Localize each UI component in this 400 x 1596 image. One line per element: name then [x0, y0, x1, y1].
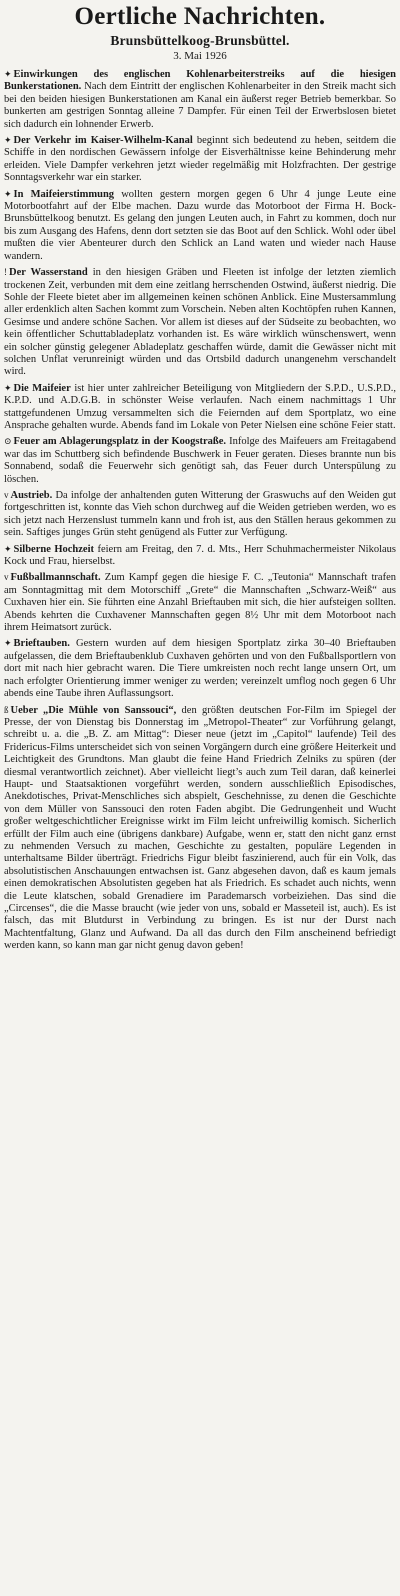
- article-marker-icon: ß: [4, 704, 9, 715]
- article-kanalverkehr: [4, 134, 396, 185]
- article-marker-icon: ✦: [4, 135, 12, 146]
- article-fussballmannschaft: [4, 571, 396, 634]
- article-marker-icon: ✦: [4, 543, 12, 554]
- section-subtitle: Brunsbüttelkoog-Brunsbüttel.: [110, 33, 290, 48]
- article-marker-icon: ⊙: [4, 436, 12, 447]
- article-body: wollten gestern morgen gegen 6 Uhr 4 junge Leute eine Motorbootfahrt auf der Elbe machen. Dazu wurde das Motorboot der Firma H. Bock-Brunsbüttelkoog benutzt. Es gelang den jungen Leuten auch, in Fahrt zu kommen, doch nur bis zum Ausgang des Hafens, denn dort setzten sie das Boot auf den Schlick. Wohl oder übel mußten die vier Abenteurer durch den Schlick an Land waten und wieder nach Hause wandern.: [4, 188, 396, 262]
- article-austrieb: [4, 489, 396, 540]
- article-heading: Austrieb.: [10, 490, 53, 501]
- article-muehle-von-sanssouci: [4, 704, 396, 953]
- article-heading: Ueber „Die Mühle von Sanssouci“,: [10, 704, 177, 716]
- article-silberne-hochzeit: [4, 543, 396, 569]
- article-marker-icon: v: [4, 572, 9, 583]
- article-bunkerstationen: [4, 68, 396, 131]
- article-body: Zum Kampf gegen die hiesige F. C. „Teutonia“ Mannschaft trafen am Sonntagmittag mit dem Motorschiff „Grete“ die Mannschaften „Schwarz-Weiß“ aus Cuxhaven hier ein. Sie führten eine Anzahl Brieftauben mit sich, die hier aufsteigen sollten. Abends kehrten die Cuxhavener Mannschaften gegen 8½ Uhr mit dem Motorboot nach ihrem Heimatsort zurück.: [4, 572, 396, 634]
- article-body: Infolge des Maifeuers am Freitagabend war das im Schuttberg sich befindende Buschwerk in Feuer geraten. Dieses brannte nun bis Sonnabend, sodaß die Feuerwehr sich genötigt sah, das Feuer durch Unterspülung zu löschen.: [4, 436, 396, 485]
- article-feuer: [4, 435, 396, 486]
- article-body: feiern am Freitag, den 7. d. Mts., Herr Schuhmachermeister Nikolaus Kock und Frau, hierselbst.: [4, 543, 396, 568]
- article-heading: Feuer am Ablagerungsplatz in der Koogstraße.: [13, 436, 227, 448]
- article-body: Gestern wurden auf dem hiesigen Sportplatz zirka 30–40 Brieftauben aufgelassen, die dem Brieftaubenklub Cuxhaven gehörten und von den Fußballsportlern von dort mit nach hier gebracht waren. Die Tiere umkreisten noch recht lange unsern Ort, um nach erfolgter Orientierung immer weniger zu werden; vereinzelt umflog noch gegen 6 Uhr abends eine Taube ihren Auflassungsort.: [4, 638, 396, 700]
- article-maifeierstimmung: [4, 188, 396, 263]
- newspaper-column: [4, 2, 396, 953]
- article-marker-icon: ✦: [4, 188, 12, 199]
- article-body: beginnt sich bedeutend zu heben, seitdem die Schiffe in den nordischen Gewässern infolge der Eisverhältnisse keine Behinderung mehr erleiden. Viele Dampfer verkehren jetzt wieder regelmäßig mit Holzfrachten. Der gestrige Sonntagsverkehr war ein starker.: [4, 135, 396, 184]
- article-marker-icon: !: [4, 267, 7, 278]
- article-brieftauben: [4, 637, 396, 700]
- article-heading: Die Maifeier: [13, 382, 71, 394]
- article-body: ist hier unter zahlreicher Beteiligung von Mitgliedern der S.P.D., U.S.P.D., K.P.D. und A.D.G.B. in schönster Weise verlaufen. Nach einem nachmittags 1 Uhr stattgefundenen Umzug versammelten sich die Feiernden auf dem Sportplatz, wo eine Ansprache gehalten wurde. Abends fand im Lokale von Peter Nielsen eine schöne Feier statt.: [4, 382, 396, 431]
- article-heading: Einwirkungen des englischen Kohlenarbeiterstreiks auf die hiesigen Bunkerstationen.: [4, 69, 396, 93]
- article-marker-icon: v: [4, 490, 9, 500]
- article-wasserstand: [4, 266, 396, 379]
- article-body: Da infolge der anhaltenden guten Witterung der Graswuchs auf den Weiden gut fortgeschritten ist, konnte das Vieh schon durchweg auf die Weiden getrieben werden, wo es sich jetzt nach Herzenslust tummeln kann und froh ist, aus den Ställen heraus gekommen zu sein. Saftiges junges Grün steht genügend als Futter zur Verfügung.: [4, 490, 396, 539]
- article-body: den größten deutschen For-Film im Spiegel der Presse, der von Dienstag bis Donnerstag im „Metropol-Theater“ zur Vorführung gelangt, schreibt u. a. die „B. Z. am Mittag“: Dieser neue (jetzt im „Capitol“ laufende) Teil des Fridericus-Films unterscheidet sich von seinen Vorgängern durch eine größere Heiterkeit und Leichtigkeit des Grundtons. Man glaubt die feine Hand Friedrich Zelniks zu spüren (der diesmal verantwortlich zeichnet). Aber vielleicht liegt’s auch zum Teil daran, daß keinerlei Haupt- und Staatsaktionen vorgeführt werden, sondern ausschließlich Episodisches, Anekdotisches, Privat-Menschliches sich abspielt, Geschehnisse, zu denen die Geschichte von dem Müller von Sanssouci den roten Faden abgibt. Die Gedrungenheit und Wucht großer weltgeschichtlicher Ereignisse wirkt im Film leicht unfreiwillig komisch. Sicherlich erfüllt der Film auch eine (übrigens dankbare) Aufgabe, wenn er, statt den nicht ganz ernst zu nehmenden Versuch zu machen, Geschichte zu gestalten, populäre Legenden in unterhaltsame Bilder überträgt. Friedrichs Figur bleibt faszinierend, auch für ein Volk, das absolutistischen Anschauungen entwachsen ist. Ganz abgesehen davon, daß es kaum jemals einen demokratischen Absolutisten gegeben hat als Friedrich. Es schadet auch nichts, wenn die Leute klatschen, sobald Grenadiere im Parademarsch vorbeiziehen. Das sind die „Circenses“, die die Masse braucht (wie jeder von uns, sobald er Masseteil ist, auch). Es ist falsch, das mit Blutdurst in Verbindung zu bringen. Es ist nur der Durst nach Machtentfaltung, Glanz und Aufwand. Da all das durch den Film anscheinend befriedigt werden kann, so kann man gar nicht genug davon geben!: [4, 704, 396, 952]
- article-heading: Brieftauben.: [13, 638, 70, 650]
- article-heading: Der Verkehr im Kaiser-Wilhelm-Kanal: [13, 135, 193, 147]
- article-heading: In Maifeierstimmung: [13, 188, 115, 200]
- article-marker-icon: ✦: [4, 69, 12, 79]
- section-title: Oertliche Nachrichten.: [74, 3, 326, 30]
- article-body: Nach dem Eintritt der englischen Kohlenarbeiter in den Streik macht sich bei den beiden hiesigen Bunkerstationen am Kanal ein äußerst reger Betrieb bemerkbar. So bunkerten am gestrigen Sonntag alleine 7 Dampfer. Für einen Teil der Erwerbslosen bietet sich dadurch ein lohnender Erwerb.: [4, 81, 396, 130]
- article-heading: Silberne Hochzeit: [13, 543, 94, 555]
- article-heading: Fußballmannschaft.: [10, 572, 101, 584]
- article-heading: Der Wasserstand: [9, 267, 88, 279]
- article-marker-icon: ✦: [4, 382, 12, 393]
- issue-date: 3. Mai 1926: [173, 50, 227, 62]
- article-body: in den hiesigen Gräben und Fleeten ist infolge der letzten ziemlich trockenen Zeit, verbunden mit dem eine zeitlang herrschenden Ostwind, äußerst niedrig. Die Sohle der Fleete bietet aber im allgemeinen keinen schönen Anblick. Eine Mustersammlung aller erdenklich alten Sachen kommt zum Vorschein. Neben alten Kochtöpfen ruhen Kannen, Gesimse und andere schöne Sachen. Vor allem ist dieses auf der Südseite zu beobachten, wo kein öffentlicher Schuttabladeplatz vorhanden ist. Es wäre wirklich wünschenswert, wenn ein solcher günstig gelegener Abladeplatz geschaffen würde, damit die Gewässer nicht mit solchen Unflat verunreinigt würden und das Ortsbild dadurch unangenehm verschandelt wird.: [4, 267, 396, 378]
- article-maifeier: [4, 382, 396, 433]
- article-marker-icon: ✦: [4, 638, 12, 649]
